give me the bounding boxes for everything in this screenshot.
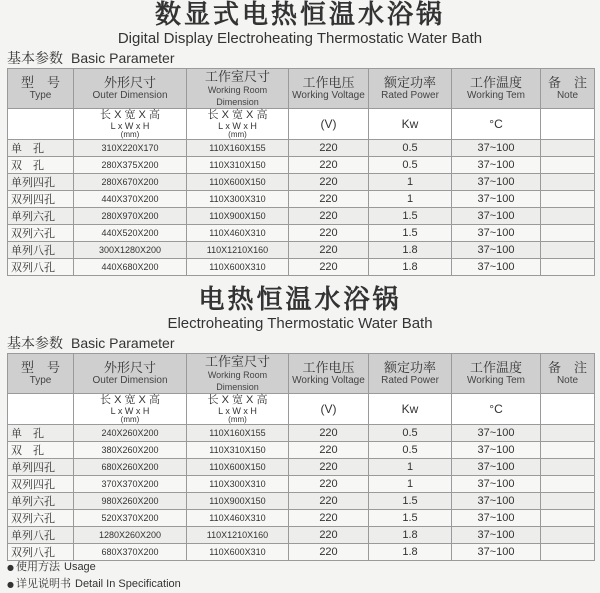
header-outer-dimension: 外形尺寸 Outer Dimension: [74, 354, 187, 394]
cell-model: 单列六孔: [8, 208, 74, 225]
units-room: 长 X 宽 X 高 L x W x H (mm): [187, 109, 289, 140]
section2-basic-cn: 基本参数: [7, 336, 63, 352]
cell-note: [541, 459, 595, 476]
usage-notes: [7, 559, 587, 593]
cell-room: 110X900X150: [187, 208, 289, 225]
cell-note: [541, 242, 595, 259]
cell-voltage: 220: [289, 459, 369, 476]
units-note-cell: [541, 109, 595, 140]
cell-power: 0.5: [369, 157, 452, 174]
section1-title-cn: 数显式电热恒温水浴锅: [154, 0, 445, 30]
table-row: [8, 208, 595, 225]
cell-note: [541, 259, 595, 276]
cell-outer: 240X260X200: [74, 425, 187, 442]
cell-model: 单 孔: [8, 425, 74, 442]
cell-note: [541, 425, 595, 442]
cell-note: [541, 510, 595, 527]
cell-model: 单列八孔: [8, 527, 74, 544]
cell-model: 单列八孔: [8, 242, 74, 259]
cell-note: [541, 527, 595, 544]
cell-temp: 37~100: [452, 174, 541, 191]
cell-power: 1: [369, 459, 452, 476]
cell-power: 1: [369, 174, 452, 191]
cell-temp: 37~100: [452, 459, 541, 476]
cell-outer: 280X970X200: [74, 208, 187, 225]
cell-outer: 980X260X200: [74, 493, 187, 510]
table-units-row: [8, 394, 595, 425]
cell-model: 双列四孔: [8, 191, 74, 208]
cell-room: 110X300X310: [187, 476, 289, 493]
table-row: [8, 544, 595, 561]
section2-basic-parameter-label: [7, 333, 600, 353]
cell-room: 110X600X310: [187, 259, 289, 276]
cell-room: 110X460X310: [187, 510, 289, 527]
cell-note: [541, 476, 595, 493]
cell-voltage: 220: [289, 157, 369, 174]
cell-room: 110X900X150: [187, 493, 289, 510]
cell-model: 双列八孔: [8, 544, 74, 561]
cell-model: 双列八孔: [8, 259, 74, 276]
cell-note: [541, 174, 595, 191]
cell-room: 110X310X150: [187, 157, 289, 174]
cell-note: [541, 442, 595, 459]
cell-temp: 37~100: [452, 242, 541, 259]
cell-power: 0.5: [369, 140, 452, 157]
units-note-cell: [541, 394, 595, 425]
table-row: [8, 242, 595, 259]
units-voltage: (V): [289, 394, 369, 425]
header-note: 备 注 Note: [541, 69, 595, 109]
cell-model: 单 孔: [8, 140, 74, 157]
section1-basic-en: Basic Parameter: [71, 50, 175, 66]
cell-temp: 37~100: [452, 140, 541, 157]
units-room: 长 X 宽 X 高 L x W x H (mm): [187, 394, 289, 425]
units-outer: 长 X 宽 X 高 L x W x H (mm): [74, 394, 187, 425]
cell-note: [541, 157, 595, 174]
table-row: [8, 225, 595, 242]
note-detail: ● 详见说明书 Detail In Specification: [7, 576, 587, 593]
cell-note: [541, 191, 595, 208]
header-rated-power: 额定功率 Rated Power: [369, 69, 452, 109]
cell-outer: 300X1280X200: [74, 242, 187, 259]
cell-temp: 37~100: [452, 225, 541, 242]
cell-power: 1.8: [369, 242, 452, 259]
header-type: 型 号 Type: [8, 69, 74, 109]
cell-voltage: 220: [289, 140, 369, 157]
table-header-row: [8, 69, 595, 109]
cell-temp: 37~100: [452, 510, 541, 527]
header-working-tem: 工作温度 Working Tem: [452, 69, 541, 109]
table-row: [8, 425, 595, 442]
cell-outer: 280X670X200: [74, 174, 187, 191]
cell-room: 110X160X155: [187, 140, 289, 157]
cell-voltage: 220: [289, 425, 369, 442]
cell-model: 单列六孔: [8, 493, 74, 510]
cell-outer: 520X370X200: [74, 510, 187, 527]
cell-temp: 37~100: [452, 191, 541, 208]
table-row: [8, 493, 595, 510]
cell-voltage: 220: [289, 174, 369, 191]
cell-outer: 1280X260X200: [74, 527, 187, 544]
cell-power: 0.5: [369, 442, 452, 459]
cell-room: 110X300X310: [187, 191, 289, 208]
units-type-cell: [8, 109, 74, 140]
header-rated-power: 额定功率 Rated Power: [369, 354, 452, 394]
cell-temp: 37~100: [452, 259, 541, 276]
cell-outer: 370X370X200: [74, 476, 187, 493]
cell-temp: 37~100: [452, 442, 541, 459]
units-power: Kw: [369, 109, 452, 140]
header-note: 备 注 Note: [541, 354, 595, 394]
cell-outer: 310X220X170: [74, 140, 187, 157]
cell-room: 110X600X310: [187, 544, 289, 561]
section1-basic-cn: 基本参数: [7, 51, 63, 67]
section2-parameter-table: [7, 353, 595, 561]
cell-power: 1.8: [369, 527, 452, 544]
section-water-bath: [0, 285, 600, 561]
cell-power: 1.8: [369, 544, 452, 561]
cell-power: 1.5: [369, 510, 452, 527]
section2-rows: [8, 425, 595, 561]
header-working-tem: 工作温度 Working Tem: [452, 354, 541, 394]
cell-room: 110X160X155: [187, 425, 289, 442]
cell-temp: 37~100: [452, 544, 541, 561]
cell-outer: 280X375X200: [74, 157, 187, 174]
cell-note: [541, 225, 595, 242]
header-working-room-dimension: 工作室尺寸 Working Room Dimension: [187, 354, 289, 394]
cell-voltage: 220: [289, 476, 369, 493]
cell-outer: 440X370X200: [74, 191, 187, 208]
section2-basic-en: Basic Parameter: [71, 335, 175, 351]
cell-note: [541, 493, 595, 510]
table-row: [8, 476, 595, 493]
cell-power: 1.8: [369, 259, 452, 276]
units-temp: °C: [452, 394, 541, 425]
cell-model: 单列四孔: [8, 174, 74, 191]
cell-outer: 680X260X200: [74, 459, 187, 476]
cell-room: 110X1210X160: [187, 242, 289, 259]
section2-title-cn: 电热恒温水浴锅: [198, 285, 402, 315]
cell-model: 单列四孔: [8, 459, 74, 476]
table-row: [8, 174, 595, 191]
cell-voltage: 220: [289, 191, 369, 208]
cell-temp: 37~100: [452, 425, 541, 442]
section1-basic-parameter-label: [7, 48, 600, 68]
cell-power: 1: [369, 191, 452, 208]
cell-model: 双列六孔: [8, 510, 74, 527]
header-working-voltage: 工作电压 Working Voltage: [289, 69, 369, 109]
table-row: [8, 191, 595, 208]
units-voltage: (V): [289, 109, 369, 140]
cell-note: [541, 140, 595, 157]
cell-voltage: 220: [289, 527, 369, 544]
cell-room: 110X1210X160: [187, 527, 289, 544]
cell-temp: 37~100: [452, 476, 541, 493]
cell-temp: 37~100: [452, 493, 541, 510]
header-type: 型 号 Type: [8, 354, 74, 394]
section-digital-water-bath: [0, 0, 600, 276]
cell-model: 双 孔: [8, 157, 74, 174]
table-row: [8, 527, 595, 544]
note-usage: ● 使用方法 Usage: [7, 559, 587, 576]
cell-voltage: 220: [289, 225, 369, 242]
cell-note: [541, 544, 595, 561]
cell-room: 110X600X150: [187, 174, 289, 191]
cell-outer: 380X260X200: [74, 442, 187, 459]
units-type-cell: [8, 394, 74, 425]
section1-title-en: Digital Display Electroheating Thermostatic Water Bath: [117, 30, 483, 47]
cell-temp: 37~100: [452, 527, 541, 544]
header-outer-dimension: 外形尺寸 Outer Dimension: [74, 69, 187, 109]
units-outer: 长 X 宽 X 高 L x W x H (mm): [74, 109, 187, 140]
cell-voltage: 220: [289, 442, 369, 459]
cell-voltage: 220: [289, 493, 369, 510]
cell-model: 双 孔: [8, 442, 74, 459]
cell-voltage: 220: [289, 242, 369, 259]
table-units-row: [8, 109, 595, 140]
cell-outer: 440X520X200: [74, 225, 187, 242]
cell-model: 双列四孔: [8, 476, 74, 493]
cell-power: 1.5: [369, 225, 452, 242]
cell-power: 0.5: [369, 425, 452, 442]
section1-parameter-table: [7, 68, 595, 276]
cell-power: 1.5: [369, 493, 452, 510]
bullet-icon: ●: [7, 563, 14, 572]
cell-room: 110X460X310: [187, 225, 289, 242]
table-row: [8, 140, 595, 157]
cell-temp: 37~100: [452, 157, 541, 174]
table-header-row: [8, 354, 595, 394]
cell-note: [541, 208, 595, 225]
cell-voltage: 220: [289, 259, 369, 276]
table-row: [8, 442, 595, 459]
section1-rows: [8, 140, 595, 276]
cell-voltage: 220: [289, 208, 369, 225]
cell-room: 110X310X150: [187, 442, 289, 459]
units-temp: °C: [452, 109, 541, 140]
cell-model: 双列六孔: [8, 225, 74, 242]
cell-power: 1.5: [369, 208, 452, 225]
units-power: Kw: [369, 394, 452, 425]
cell-room: 110X600X150: [187, 459, 289, 476]
cell-outer: 440X680X200: [74, 259, 187, 276]
cell-voltage: 220: [289, 544, 369, 561]
cell-power: 1: [369, 476, 452, 493]
cell-voltage: 220: [289, 510, 369, 527]
header-working-room-dimension: 工作室尺寸 Working Room Dimension: [187, 69, 289, 109]
cell-outer: 680X370X200: [74, 544, 187, 561]
bullet-icon: ●: [7, 580, 14, 589]
table-row: [8, 510, 595, 527]
table-row: [8, 459, 595, 476]
table-row: [8, 157, 595, 174]
table-row: [8, 259, 595, 276]
cell-temp: 37~100: [452, 208, 541, 225]
section2-title-en: Electroheating Thermostatic Water Bath: [167, 315, 433, 332]
header-working-voltage: 工作电压 Working Voltage: [289, 354, 369, 394]
